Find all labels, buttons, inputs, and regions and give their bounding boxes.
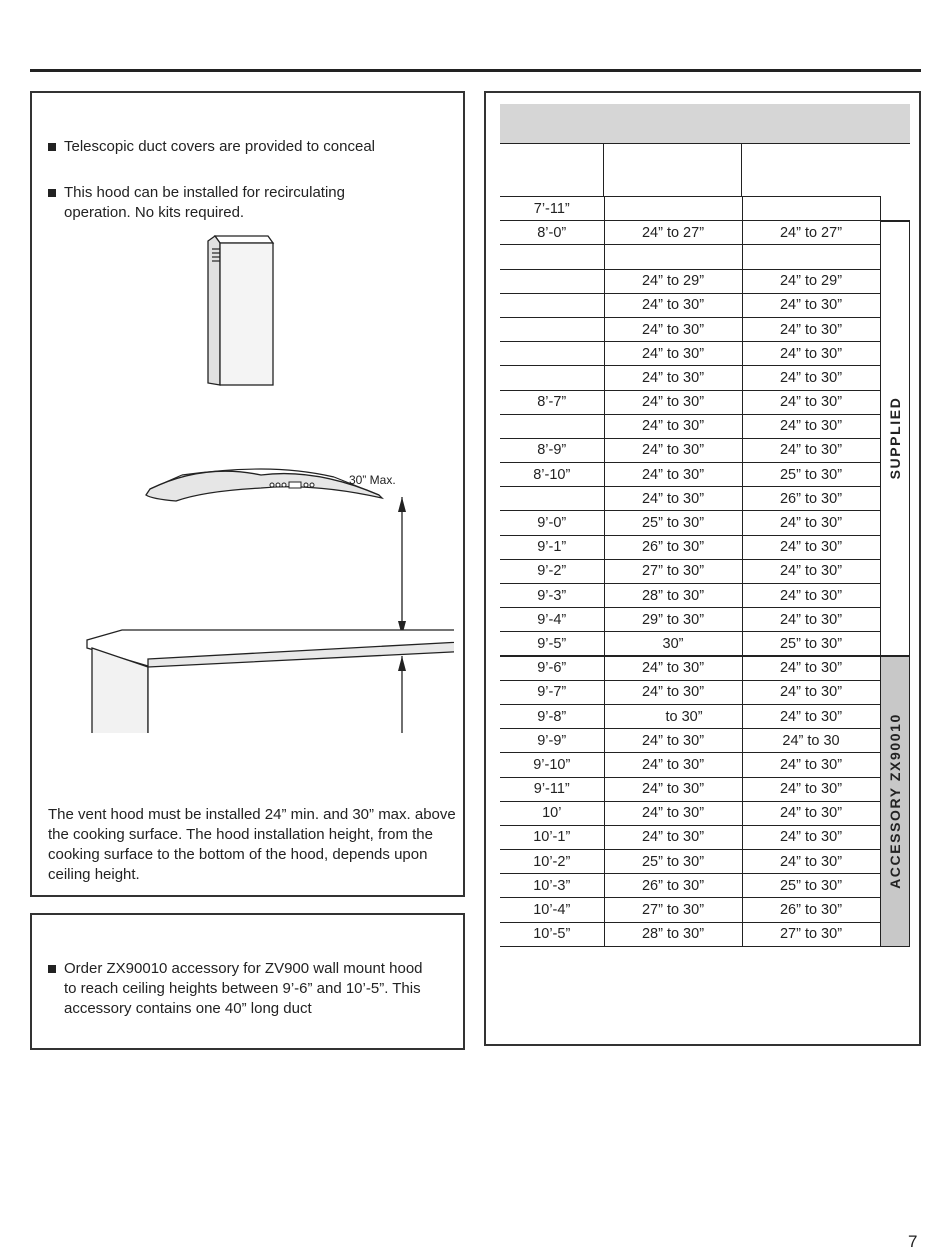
ceiling-height-cell: 9’-1”	[500, 535, 604, 559]
ceiling-height-cell: 9’-0”	[500, 511, 604, 535]
installation-height-cell: 24” to 30”	[742, 414, 880, 438]
installation-height-cell: 24” to 30”	[742, 704, 880, 728]
table-row	[500, 753, 909, 777]
installation-height-cell: 24” to 30”	[604, 656, 742, 680]
ceiling-height-cell: 9’-3”	[500, 584, 604, 608]
installation-height-cell: 27” to 30”	[604, 898, 742, 922]
header-divider	[741, 143, 742, 196]
ceiling-height-cell: 9’-9”	[500, 729, 604, 753]
installation-height-cell: 25” to 30”	[742, 632, 880, 656]
installation-height-cell: 27” to 30”	[742, 922, 880, 946]
table-row	[500, 777, 909, 801]
ceiling-height-cell: 8’-10”	[500, 463, 604, 487]
ceiling-height-cell	[500, 269, 604, 293]
table-row	[500, 463, 909, 487]
ceiling-height-cell: 9’-5”	[500, 632, 604, 656]
installation-height-cell: 24” to 30”	[742, 801, 880, 825]
table-row	[500, 608, 909, 632]
bullet-text: Order ZX90010 accessory for ZV900 wall mount hood to reach ceiling heights between 9’-6” and 10’-5”. This accessory contains one 40” long duct	[64, 960, 423, 1017]
table-row	[500, 898, 909, 922]
table-row	[500, 487, 909, 511]
table-header-shade	[500, 104, 910, 143]
installation-height-cell: 26” to 30”	[742, 898, 880, 922]
bullet-square-icon	[48, 189, 56, 197]
ceiling-height-cell: 9’-8”	[500, 704, 604, 728]
installation-height-cell: 30”	[604, 632, 742, 656]
ceiling-height-cell: 9’-4”	[500, 608, 604, 632]
installation-height-cell: 24” to 30”	[742, 438, 880, 462]
installation-height-cell: 24” to 30”	[742, 366, 880, 390]
ceiling-height-cell: 8’-0”	[500, 221, 604, 245]
ceiling-height-cell: 9’-6”	[500, 656, 604, 680]
bullet-order-accessory	[48, 959, 428, 1019]
supplied-side-cell	[880, 221, 909, 656]
installation-height-cell: 24” to 30”	[742, 317, 880, 341]
ceiling-height-cell: 8’-9”	[500, 438, 604, 462]
table-row	[500, 366, 909, 390]
ceiling-height-table	[500, 196, 910, 947]
ceiling-height-cell	[500, 293, 604, 317]
ceiling-height-cell: 7’-11”	[500, 197, 604, 221]
table-row	[500, 656, 909, 680]
table-header-rule	[500, 143, 910, 144]
accessory-label: ACCESSORY ZX90010	[886, 713, 903, 890]
installation-height-cell: 24” to 30”	[604, 487, 742, 511]
installation-height-cell: 28” to 30”	[604, 584, 742, 608]
table-row	[500, 535, 909, 559]
installation-height-cell: 24” to 30”	[742, 390, 880, 414]
installation-height-cell: 26” to 30”	[742, 487, 880, 511]
installation-height-cell: 24” to 30”	[604, 729, 742, 753]
installation-height-cell: 24” to 30”	[604, 366, 742, 390]
table-row	[500, 922, 909, 946]
installation-height-cell: 29” to 30”	[604, 608, 742, 632]
table-row	[500, 221, 909, 245]
bullet-square-icon	[48, 143, 56, 151]
installation-height-cell: 24” to 30”	[742, 535, 880, 559]
installation-height-cell: 24” to 30”	[604, 293, 742, 317]
arrow-up-icon	[398, 497, 406, 512]
ceiling-height-cell	[500, 342, 604, 366]
installation-height-cell: 24” to 27”	[742, 221, 880, 245]
installation-height-cell	[604, 197, 742, 221]
accessory-info-box	[30, 913, 465, 1050]
installation-height-cell: 24” to 30”	[604, 753, 742, 777]
installation-height-cell: 26” to 30”	[604, 535, 742, 559]
accessory-side-cell	[880, 656, 909, 946]
ceiling-height-cell: 9’-11”	[500, 777, 604, 801]
ceiling-height-cell: 10’	[500, 801, 604, 825]
installation-height-cell: 24” to 30”	[742, 753, 880, 777]
bullet-text: Telescopic duct covers are provided to conceal	[64, 138, 376, 155]
table-row	[500, 584, 909, 608]
table-row	[500, 559, 909, 583]
page-number: 7	[908, 1232, 918, 1251]
ceiling-height-cell: 9’-10”	[500, 753, 604, 777]
ceiling-height-cell: 10’-3”	[500, 874, 604, 898]
supplied-label: SUPPLIED	[886, 396, 903, 480]
installation-height-cell: 24” to 30”	[604, 825, 742, 849]
table-row	[500, 511, 909, 535]
installation-height-cell: to 30”	[604, 704, 742, 728]
installation-height-cell: 26” to 30”	[604, 874, 742, 898]
ceiling-height-cell: 10’-4”	[500, 898, 604, 922]
installation-height-cell: 28” to 30”	[604, 922, 742, 946]
ceiling-height-cell	[500, 414, 604, 438]
installation-height-cell: 24” to 30”	[604, 463, 742, 487]
ceiling-height-cell	[500, 317, 604, 341]
installation-height-cell	[742, 245, 880, 269]
installation-height-cell: 24” to 29”	[742, 269, 880, 293]
top-rule	[30, 69, 921, 72]
ceiling-height-cell: 9’-2”	[500, 559, 604, 583]
table-row	[500, 874, 909, 898]
ceiling-height-cell: 10’-5”	[500, 922, 604, 946]
installation-height-cell: 25” to 30”	[742, 463, 880, 487]
installation-height-cell: 25” to 30”	[604, 511, 742, 535]
table-row	[500, 704, 909, 728]
ceiling-height-cell	[500, 487, 604, 511]
installation-height-cell: 24” to 30”	[742, 293, 880, 317]
installation-height-cell: 24” to 30”	[742, 608, 880, 632]
installation-height-cell	[604, 245, 742, 269]
installation-height-cell: 24” to 30”	[604, 414, 742, 438]
table-row	[500, 825, 909, 849]
installation-height-cell: 24” to 30”	[742, 656, 880, 680]
table-row	[500, 729, 909, 753]
installation-info-box	[30, 91, 465, 897]
table-row	[500, 342, 909, 366]
installation-height-cell: 25” to 30”	[604, 850, 742, 874]
installation-height-cell: 24” to 30”	[742, 584, 880, 608]
table-row	[500, 414, 909, 438]
bullet-text: This hood can be installed for recirculating operation. No kits required.	[64, 184, 345, 221]
table-row	[500, 390, 909, 414]
installation-height-cell: 24” to 27”	[604, 221, 742, 245]
installation-height-cell: 24” to 30”	[742, 777, 880, 801]
ceiling-height-cell	[500, 245, 604, 269]
table-row	[500, 850, 909, 874]
ceiling-height-cell: 8’-7”	[500, 390, 604, 414]
table-row	[500, 632, 909, 656]
table-row	[500, 269, 909, 293]
installation-height-cell: 24” to 30”	[742, 680, 880, 704]
installation-height-cell: 25” to 30”	[742, 874, 880, 898]
table-row	[500, 317, 909, 341]
ceiling-height-cell	[500, 366, 604, 390]
installation-height-cell: 24” to 30”	[742, 342, 880, 366]
installation-height-cell: 24” to 30”	[742, 825, 880, 849]
installation-height-cell: 24” to 30”	[742, 559, 880, 583]
installation-height-cell: 24” to 30”	[604, 777, 742, 801]
installation-height-cell: 24” to 30”	[604, 438, 742, 462]
ceiling-height-cell: 9’-7”	[500, 680, 604, 704]
duct-top	[215, 236, 273, 243]
table-row	[500, 680, 909, 704]
installation-height-cell: 24” to 30”	[604, 317, 742, 341]
installation-height-cell: 24” to 30”	[742, 850, 880, 874]
bullet-recirculating	[48, 183, 408, 223]
installation-height-cell: 24” to 30”	[742, 511, 880, 535]
table-row	[500, 245, 909, 269]
bullet-square-icon	[48, 965, 56, 973]
duct-front	[220, 243, 273, 385]
installation-height-cell: 24” to 30”	[604, 342, 742, 366]
table-row	[500, 197, 909, 221]
installation-height-cell: 24” to 29”	[604, 269, 742, 293]
header-divider	[603, 143, 604, 196]
duct-side	[208, 236, 220, 385]
installation-height-cell: 24” to 30”	[604, 680, 742, 704]
installation-height-cell: 24” to 30”	[604, 801, 742, 825]
blank-side-cell	[880, 197, 909, 221]
installation-height-cell: 27” to 30”	[604, 559, 742, 583]
installation-height-cell	[742, 197, 880, 221]
table-row	[500, 801, 909, 825]
ceiling-height-cell: 10’-2”	[500, 850, 604, 874]
bullet-duct-covers	[48, 137, 448, 157]
table-row	[500, 293, 909, 317]
ceiling-height-cell: 10’-1”	[500, 825, 604, 849]
installation-height-cell: 24” to 30”	[604, 390, 742, 414]
max-height-label: 30” Max.	[349, 473, 396, 487]
installation-height-paragraph: The vent hood must be installed 24” min. and 30” max. above the cooking surface. The hood installation height, from the cooking surface to the bottom of the hood, depends upon ceiling height.	[48, 806, 456, 883]
installation-height-cell: 24” to 30	[742, 729, 880, 753]
table-row	[500, 438, 909, 462]
